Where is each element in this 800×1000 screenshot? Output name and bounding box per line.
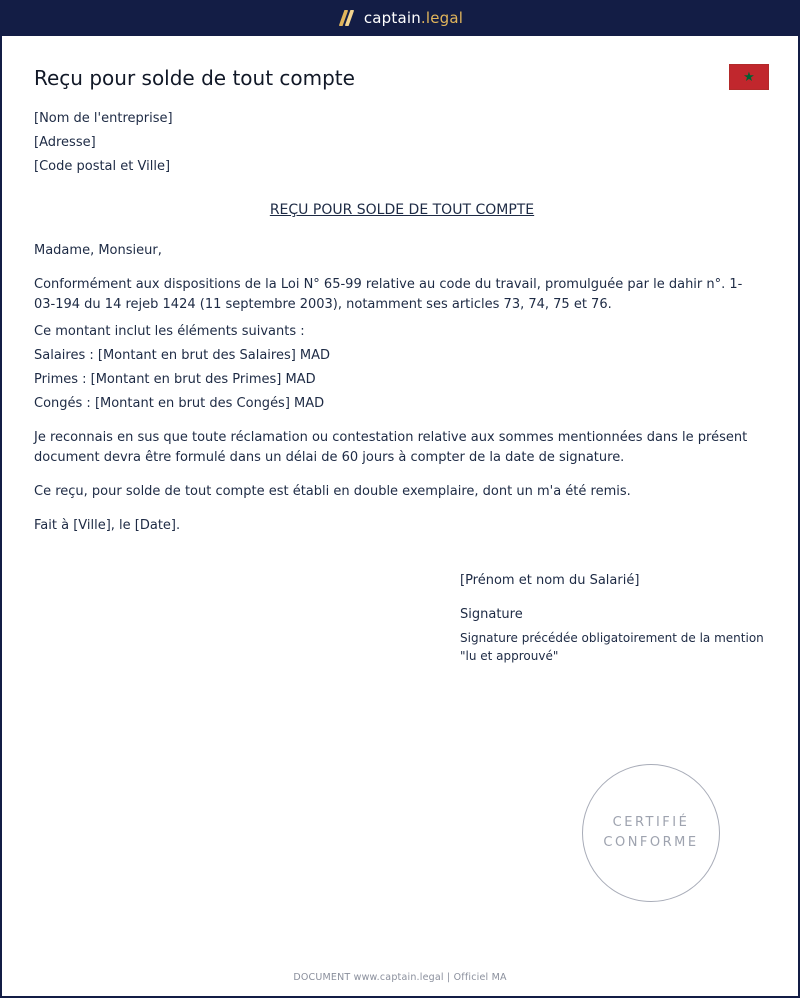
flag-star: ★ <box>743 69 755 85</box>
item-salaires: Salaires : [Montant en brut des Salaires] MAD <box>34 348 331 363</box>
copies-paragraph: Ce reçu, pour solde de tout compte est établi en double exemplaire, dont un m'a été remis. <box>34 484 631 499</box>
item-primes: Primes : [Montant en brut des Primes] MAD <box>34 372 316 387</box>
company-postal-city: [Code postal et Ville] <box>34 159 171 174</box>
employee-name: [Prénom et nom du Salarié] <box>460 573 640 588</box>
stamp-line1: CERTIFIÉ <box>612 815 690 830</box>
morocco-flag-icon <box>729 64 769 90</box>
company-name: [Nom de l'entreprise] <box>34 111 173 126</box>
greeting: Madame, Monsieur, <box>34 243 162 258</box>
document-title: REÇU POUR SOLDE DE TOUT COMPTE <box>269 202 535 218</box>
double-slash-logo-icon <box>337 10 355 26</box>
captain-legal-logo[interactable] <box>337 9 463 27</box>
top-bar <box>0 0 800 36</box>
intro-paragraph: Conformément aux dispositions de la Loi N° 65-99 relative au code du travail, promulguée par le dahir n°. 1-03-194 du 14 rejeb 1424 (11 septembre 2003), notamment ses articles 73, 74, 75 et 76. <box>34 277 743 312</box>
includes-label: Ce montant inclut les éléments suivants : <box>34 324 305 339</box>
signature-label: Signature <box>460 607 523 622</box>
certified-stamp <box>582 764 720 902</box>
brand-main: captain <box>363 9 421 27</box>
stamp-line2: CONFORME <box>603 835 699 850</box>
signature-block <box>460 571 780 665</box>
document-heading: Reçu pour solde de tout compte <box>34 66 355 90</box>
footer-text: DOCUMENT www.captain.legal | Officiel MA <box>293 972 507 983</box>
company-address: [Adresse] <box>34 135 96 150</box>
signature-note-line1: Signature précédée obligatoirement de la mention <box>460 631 764 645</box>
place-date: Fait à [Ville], le [Date]. <box>34 518 181 533</box>
brand-accent: .legal <box>420 9 464 27</box>
brand-name <box>364 9 463 27</box>
signature-note-line2: "lu et approuvé" <box>460 649 559 663</box>
claim-paragraph: Je reconnais en sus que toute réclamation ou contestation relative aux sommes mentionnées dans le présent document devra être formulé dans un délai de 60 jours à compter de la date de signature. <box>34 430 748 465</box>
item-conges: Congés : [Montant en brut des Congés] MAD <box>34 396 325 411</box>
